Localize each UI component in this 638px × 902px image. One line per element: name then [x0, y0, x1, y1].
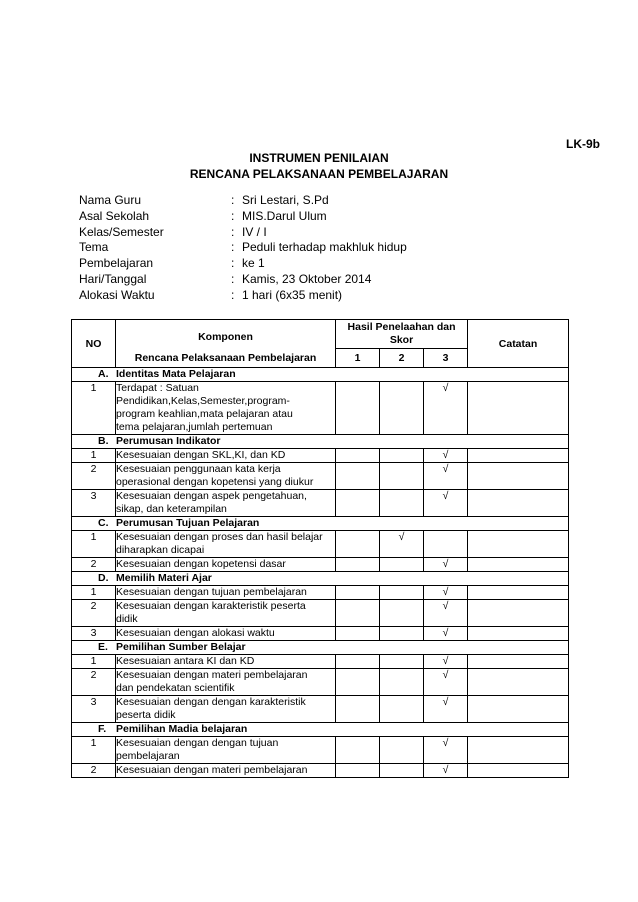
info-label: Kelas/Semester	[79, 224, 164, 239]
component-text-line: Pendidikan,Kelas,Semester,program-	[116, 395, 290, 407]
component-text-line: Kesesuaian dengan karakteristik peserta	[116, 600, 306, 612]
component-text-line: Kesesuaian dengan proses dan hasil belajar	[116, 531, 323, 543]
document-title: INSTRUMEN PENILAIAN	[249, 151, 389, 165]
score-cell-2	[380, 490, 424, 517]
section-letter: D.	[98, 572, 109, 584]
component-text	[116, 627, 336, 641]
row-number: 1	[72, 382, 116, 435]
score-cell-1	[336, 696, 380, 723]
table-row	[72, 449, 569, 463]
catatan-cell	[468, 531, 569, 558]
score-cell-1	[336, 490, 380, 517]
catatan-cell	[468, 382, 569, 435]
info-colon: :	[231, 240, 235, 255]
section-title-text: Identitas Mata Pelajaran	[116, 368, 236, 380]
info-colon: :	[231, 287, 235, 302]
table-row	[72, 531, 569, 558]
table-row	[72, 737, 569, 764]
component-text	[116, 558, 336, 572]
score-cell-3	[424, 655, 468, 669]
component-text-line: Kesesuaian penggunaan kata kerja	[116, 463, 281, 475]
section-row	[72, 572, 569, 586]
row-number: 2	[72, 669, 116, 696]
component-text	[116, 463, 336, 490]
score-cell-2	[380, 669, 424, 696]
section-title-text: Memilih Materi Ajar	[116, 572, 212, 584]
component-text	[116, 655, 336, 669]
score-cell-3	[424, 696, 468, 723]
section-title	[72, 435, 569, 449]
row-number: 2	[72, 463, 116, 490]
check-mark: √	[442, 449, 449, 461]
catatan-cell	[468, 669, 569, 696]
score-cell-2	[380, 531, 424, 558]
score-cell-3	[424, 764, 468, 778]
component-text-line: Kesesuaian dengan materi pembelajaran	[116, 669, 308, 681]
row-number: 2	[72, 764, 116, 778]
info-value: IV / I	[242, 224, 267, 239]
component-text-line: diharapkan dicapai	[116, 544, 205, 556]
row-number: 1	[72, 655, 116, 669]
row-number: 3	[72, 490, 116, 517]
score-cell-2	[380, 586, 424, 600]
component-text	[116, 696, 336, 723]
score-cell-3	[424, 669, 468, 696]
score-cell-2	[380, 449, 424, 463]
score-cell-3	[424, 600, 468, 627]
component-text-line: program keahlian,mata pelajaran atau	[116, 408, 293, 420]
check-mark: √	[442, 558, 449, 570]
info-colon: :	[231, 208, 235, 223]
check-mark: √	[442, 655, 449, 667]
score-cell-1	[336, 558, 380, 572]
section-title	[72, 572, 569, 586]
row-number: 3	[72, 627, 116, 641]
table-row	[72, 627, 569, 641]
score-cell-3	[424, 627, 468, 641]
header-hasil	[336, 320, 468, 349]
component-text	[116, 490, 336, 517]
section-row	[72, 641, 569, 655]
info-value: ke 1	[242, 256, 265, 271]
info-label: Pembelajaran	[79, 256, 154, 271]
document-subtitle: RENCANA PELAKSANAAN PEMBELAJARAN	[189, 167, 449, 181]
check-mark: √	[442, 463, 449, 475]
info-label: Alokasi Waktu	[79, 287, 155, 302]
score-cell-1	[336, 449, 380, 463]
score-cell-2	[380, 463, 424, 490]
score-cell-3	[424, 586, 468, 600]
check-mark: √	[442, 627, 449, 639]
check-mark: √	[442, 600, 449, 612]
component-text-line: Kesesuaian dengan materi pembelajaran	[116, 764, 308, 776]
section-letter: B.	[98, 435, 109, 447]
info-colon: :	[231, 193, 235, 207]
score-cell-1	[336, 669, 380, 696]
table-row	[72, 669, 569, 696]
score-cell-2	[380, 627, 424, 641]
catatan-cell	[468, 737, 569, 764]
row-number: 1	[72, 586, 116, 600]
score-cell-3	[424, 463, 468, 490]
row-number: 2	[72, 600, 116, 627]
assessment-table-body	[72, 368, 569, 778]
info-label: Nama Guru	[79, 193, 142, 207]
component-text	[116, 737, 336, 764]
score-cell-1	[336, 586, 380, 600]
score-cell-3	[424, 449, 468, 463]
score-cell-3	[424, 558, 468, 572]
score-cell-3	[424, 382, 468, 435]
score-cell-2	[380, 764, 424, 778]
header-no: NO	[72, 320, 116, 368]
info-value: Peduli terhadap makhluk hidup	[242, 240, 407, 255]
table-row	[72, 655, 569, 669]
header-komponen-line2: Rencana Pelaksanaan Pembelajaran	[134, 352, 317, 364]
catatan-cell	[468, 696, 569, 723]
score-cell-1	[336, 764, 380, 778]
score-cell-1	[336, 627, 380, 641]
section-title-text: Pemilihan Madia belajaran	[116, 723, 248, 735]
header-catatan: Catatan	[468, 320, 569, 368]
section-title	[72, 723, 569, 737]
section-title	[72, 517, 569, 531]
component-text-line: Kesesuaian dengan tujuan pembelajaran	[116, 586, 307, 598]
table-row	[72, 463, 569, 490]
header-komponen	[116, 320, 336, 368]
score-cell-2	[380, 696, 424, 723]
row-number: 1	[72, 531, 116, 558]
component-text	[116, 531, 336, 558]
check-mark: √	[442, 586, 449, 598]
section-title-text: Perumusan Indikator	[116, 435, 221, 447]
row-number: 3	[72, 696, 116, 723]
header-score-1: 1	[336, 349, 380, 368]
component-text-line: Terdapat : Satuan	[116, 382, 199, 394]
score-cell-2	[380, 655, 424, 669]
component-text	[116, 764, 336, 778]
header-komponen-line1: Komponen	[198, 331, 253, 343]
info-value: Kamis, 23 Oktober 2014	[242, 271, 372, 286]
table-row	[72, 490, 569, 517]
table-row	[72, 558, 569, 572]
component-text	[116, 586, 336, 600]
score-cell-1	[336, 382, 380, 435]
check-mark: √	[442, 669, 449, 681]
catatan-cell	[468, 586, 569, 600]
table-row	[72, 696, 569, 723]
score-cell-2	[380, 600, 424, 627]
component-text-line: Kesesuaian dengan alokasi waktu	[116, 627, 275, 639]
header-score-3: 3	[424, 349, 468, 368]
catatan-cell	[468, 600, 569, 627]
component-text-line: operasional dengan kopetensi yang diukur	[116, 476, 314, 488]
header-hasil-line2: Skor	[389, 334, 414, 346]
catatan-cell	[468, 558, 569, 572]
component-text-line: Kesesuaian dengan kopetensi dasar	[116, 558, 286, 570]
component-text-line: pembelajaran	[116, 750, 180, 762]
check-mark: √	[442, 490, 449, 502]
header-hasil-line1: Hasil Penelaahan dan	[347, 321, 456, 333]
score-cell-3	[424, 737, 468, 764]
catatan-cell	[468, 463, 569, 490]
info-label: Tema	[79, 240, 109, 255]
section-title-text: Perumusan Tujuan Pelajaran	[116, 517, 260, 529]
info-value: Sri Lestari, S.Pd	[242, 193, 329, 207]
info-colon: :	[231, 224, 235, 239]
table-row	[72, 764, 569, 778]
info-label: Hari/Tanggal	[79, 271, 147, 286]
section-title	[72, 368, 569, 382]
info-label: Asal Sekolah	[79, 208, 150, 223]
section-row	[72, 368, 569, 382]
score-cell-1	[336, 600, 380, 627]
score-cell-1	[336, 737, 380, 764]
component-text-line: Kesesuaian dengan dengan karakteristik	[116, 696, 306, 708]
catatan-cell	[468, 764, 569, 778]
check-mark: √	[398, 531, 405, 543]
row-number: 2	[72, 558, 116, 572]
check-mark: √	[442, 737, 449, 749]
table-row	[72, 586, 569, 600]
component-text-line: sikap, dan keterampilan	[116, 503, 227, 515]
component-text	[116, 669, 336, 696]
score-cell-2	[380, 382, 424, 435]
check-mark: √	[442, 764, 449, 776]
score-cell-1	[336, 655, 380, 669]
section-row	[72, 723, 569, 737]
component-text-line: Kesesuaian dengan SKL,KI, dan KD	[116, 449, 286, 461]
header-score-2: 2	[380, 349, 424, 368]
document-code: LK-9b	[566, 137, 600, 151]
component-text-line: dan pendekatan scientifik	[116, 682, 235, 694]
score-cell-1	[336, 463, 380, 490]
catatan-cell	[468, 655, 569, 669]
table-row	[72, 600, 569, 627]
section-title	[72, 641, 569, 655]
check-mark: √	[442, 382, 449, 394]
section-row	[72, 435, 569, 449]
score-cell-3	[424, 531, 468, 558]
catatan-cell	[468, 490, 569, 517]
catatan-cell	[468, 449, 569, 463]
info-colon: :	[231, 256, 235, 271]
row-number: 1	[72, 449, 116, 463]
score-cell-3	[424, 490, 468, 517]
section-letter: E.	[98, 641, 108, 653]
component-text-line: Kesesuaian antara KI dan KD	[116, 655, 255, 667]
component-text-line: Kesesuaian dengan dengan tujuan	[116, 737, 279, 749]
component-text	[116, 600, 336, 627]
section-letter: A.	[98, 368, 109, 380]
info-value: MIS.Darul Ulum	[242, 208, 327, 223]
score-cell-2	[380, 558, 424, 572]
table-row	[72, 382, 569, 435]
row-number: 1	[72, 737, 116, 764]
info-value: 1 hari (6x35 menit)	[242, 287, 343, 302]
catatan-cell	[468, 627, 569, 641]
component-text-line: peserta didik	[116, 709, 176, 721]
section-letter: F.	[98, 723, 107, 735]
score-cell-1	[336, 531, 380, 558]
component-text	[116, 449, 336, 463]
assessment-table	[71, 319, 569, 778]
section-letter: C.	[98, 517, 109, 529]
table-header-row	[72, 320, 569, 349]
component-text	[116, 382, 336, 435]
section-title-text: Pemilihan Sumber Belajar	[116, 641, 246, 653]
component-text-line: tema pelajaran,jumlah pertemuan	[116, 421, 273, 433]
info-colon: :	[231, 271, 235, 286]
component-text-line: Kesesuaian dengan aspek pengetahuan,	[116, 490, 307, 502]
section-row	[72, 517, 569, 531]
check-mark: √	[442, 696, 449, 708]
component-text-line: didik	[116, 613, 138, 625]
score-cell-2	[380, 737, 424, 764]
